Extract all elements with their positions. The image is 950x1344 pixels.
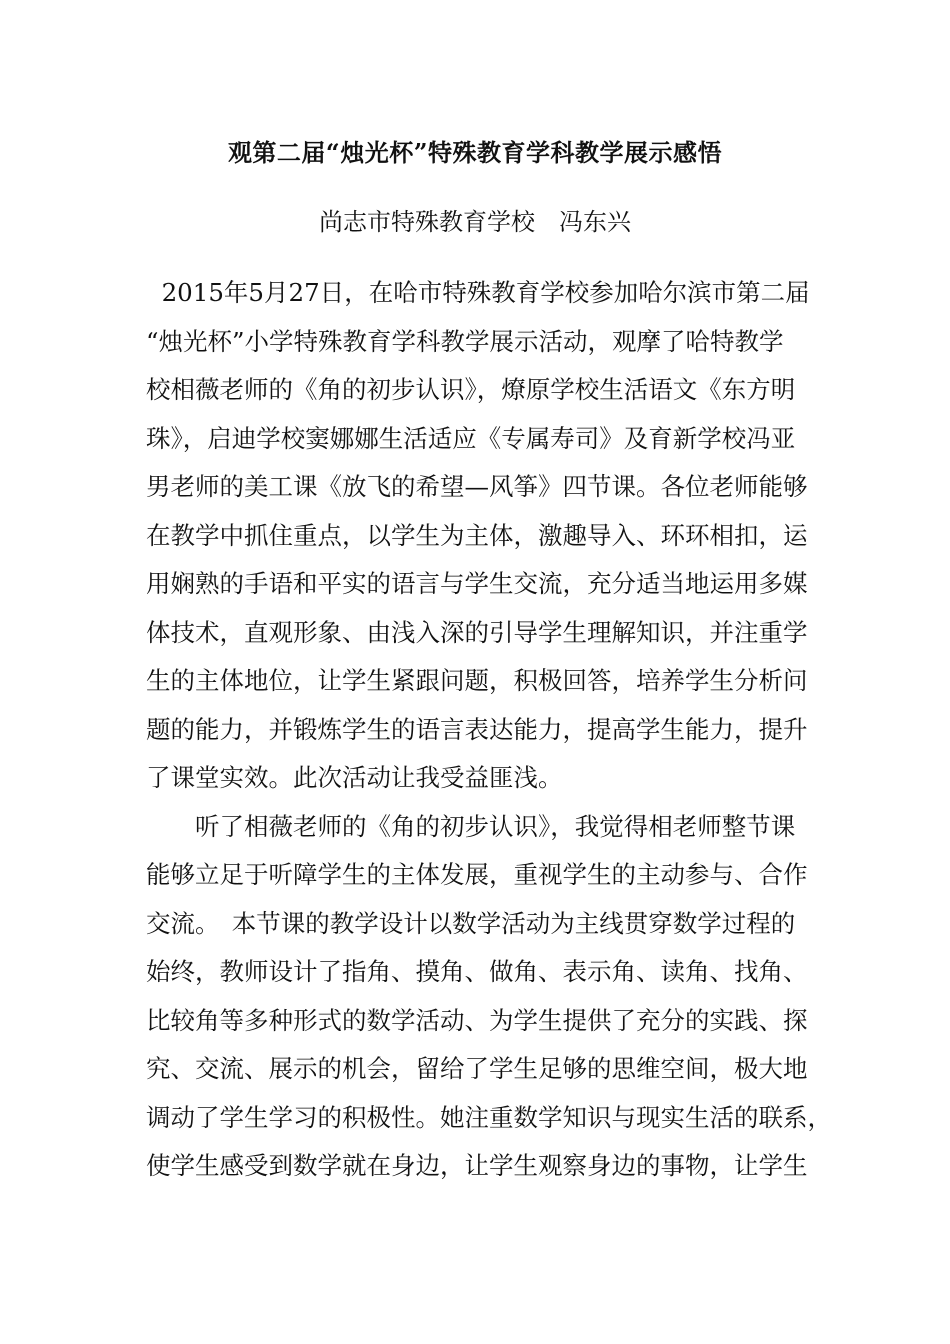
body-line: 生的主体地位，让学生紧跟问题，积极回答，培养学生分析问 — [146, 666, 808, 695]
body-line: 2015年5月27日，在哈市特殊教育学校参加哈尔滨市第二届 — [146, 278, 810, 307]
body-line: 体技术，直观形象、由浅入深的引导学生理解知识，并注重学 — [146, 617, 808, 647]
body-line: 比较角等多种形式的数学活动、为学生提供了充分的实践、探 — [146, 1005, 808, 1035]
body-line: 能够立足于听障学生的主体发展，重视学生的主动参与、合作 — [146, 860, 808, 889]
body-line: 用娴熟的手语和平实的语言与学生交流，充分适当地运用多媒 — [146, 569, 808, 598]
document-title: 观第二届“烛光杯”特殊教育学科教学展示感悟 — [227, 138, 723, 167]
body-line: 使学生感受到数学就在身边，让学生观察身边的事物，让学生 — [146, 1151, 808, 1180]
body-line: “烛光杯”小学特殊教育学科教学展示活动，观摩了哈特教学 — [146, 326, 784, 356]
body-line: 调动了学生学习的积极性。她注重数学知识与现实生活的联系， — [146, 1102, 832, 1132]
body-line: 在教学中抓住重点，以学生为主体，激趣导入、环环相扣，运 — [146, 520, 808, 550]
body-line: 珠》，启迪学校窦娜娜生活适应《专属寿司》及育新学校冯亚 — [146, 423, 796, 453]
body-line: 听了相薇老师的《角的初步认识》，我觉得相老师整节课 — [146, 811, 796, 841]
body-line: 究、交流、展示的机会，留给了学生足够的思维空间，极大地 — [146, 1054, 808, 1083]
body-text — [146, 269, 831, 1191]
body-line: 男老师的美工课《放飞的希望—风筝》四节课。各位老师能够 — [146, 472, 808, 501]
author-byline: 尚志市特殊教育学校 冯东兴 — [319, 208, 631, 236]
body-line: 校相薇老师的《角的初步认识》，燎原学校生活语文《东方明 — [146, 375, 796, 404]
body-line: 交流。 本节课的教学设计以数学活动为主线贯穿数学过程的 — [146, 908, 796, 938]
body-line: 了课堂实效。此次活动让我受益匪浅。 — [146, 763, 563, 792]
body-line: 始终，教师设计了指角、摸角、做角、表示角、读角、找角、 — [146, 957, 808, 986]
body-line: 题的能力，并锻炼学生的语言表达能力，提高学生能力，提升 — [146, 714, 808, 744]
